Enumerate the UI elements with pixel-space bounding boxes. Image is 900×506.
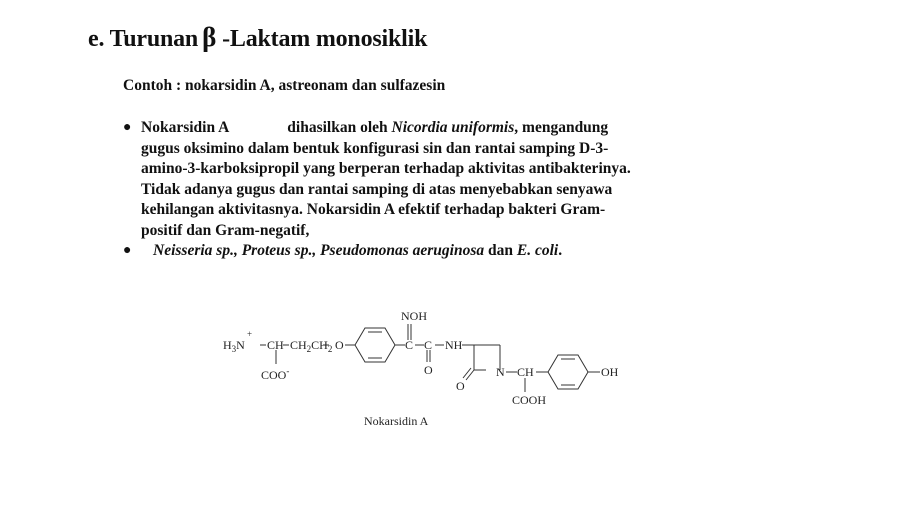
label-o-link: O — [335, 338, 344, 352]
bullet2-conj: dan — [488, 242, 514, 259]
bullet1-line3: amino-3-karboksipropil yang berperan terhadap aktivitas antibakterinya. — [141, 160, 631, 177]
label-n: N — [236, 338, 245, 352]
label-noh: NOH — [401, 309, 427, 323]
bullet1-line4: Tidak adanya gugus dan rantai samping di atas menyebabkan senyawa — [141, 180, 613, 198]
label-coo: COO — [261, 368, 287, 382]
label-cooh: COOH — [512, 393, 547, 407]
title-suffix: -Laktam monosiklik — [222, 26, 428, 52]
nokarsidin-structure — [218, 300, 638, 435]
bullet1-text-a: dihasilkan oleh — [287, 119, 388, 136]
bullet2-end: . — [558, 242, 563, 259]
label-n-ring: N — [496, 365, 505, 379]
label-c2: C — [424, 338, 433, 352]
bullet-dot: ● — [123, 243, 132, 258]
example-line: Contoh : nokarsidin A, astreonam dan sulfazesin — [123, 77, 446, 94]
label-coo-minus: - — [286, 366, 290, 376]
label-o-ring: O — [456, 379, 465, 393]
label-oh: OH — [601, 365, 619, 379]
bullet1-name: Nokarsidin A — [141, 119, 230, 136]
bullet-organisms — [123, 241, 683, 262]
label-ch2b-sub: 2 — [327, 344, 333, 354]
bullet1-text-b: , mengandung — [514, 119, 609, 136]
bullet-nokarsidin — [123, 118, 683, 241]
label-nh: NH — [445, 338, 463, 352]
bullet2-organisms: Neisseria sp., Proteus sp., Pseudomonas aeruginosa — [153, 242, 485, 259]
svg-text:COO- — [261, 366, 289, 382]
svg-text:H3N — [223, 338, 245, 354]
structure-svg — [218, 300, 638, 435]
label-ch2b: CH — [311, 338, 328, 352]
bullet2-ecoli: E. coli — [516, 242, 559, 259]
structure-caption: Nokarsidin A — [364, 414, 429, 428]
label-ch2a: CH — [290, 338, 307, 352]
bullet1-organism: Nicordia uniformis — [391, 119, 515, 136]
bullet1-line2: gugus oksimino dalam bentuk konfigurasi sin dan rantai samping D-3- — [141, 139, 609, 157]
bullet1-line5: kehilangan aktivitasnya. Nokarsidin A efektif terhadap bakteri Gram- — [141, 201, 606, 218]
label-ch-side: CH — [517, 365, 534, 379]
title-beta: β — [202, 22, 217, 52]
label-h: H — [223, 338, 232, 352]
label-ch1: CH — [267, 338, 284, 352]
title-prefix: e. Turunan — [88, 26, 199, 52]
bullet-dot: ● — [123, 120, 132, 135]
svg-text:CH2CH2 — [290, 338, 332, 354]
slide-title — [88, 22, 427, 53]
label-c1: C — [405, 338, 414, 352]
bullet-list — [123, 118, 683, 262]
label-ch2a-sub: 2 — [306, 344, 312, 354]
label-o-amide: O — [424, 363, 433, 377]
label-h-sub: 3 — [231, 344, 237, 354]
label-plus: + — [247, 329, 253, 339]
bullet1-line6: positif dan Gram-negatif, — [141, 221, 310, 239]
